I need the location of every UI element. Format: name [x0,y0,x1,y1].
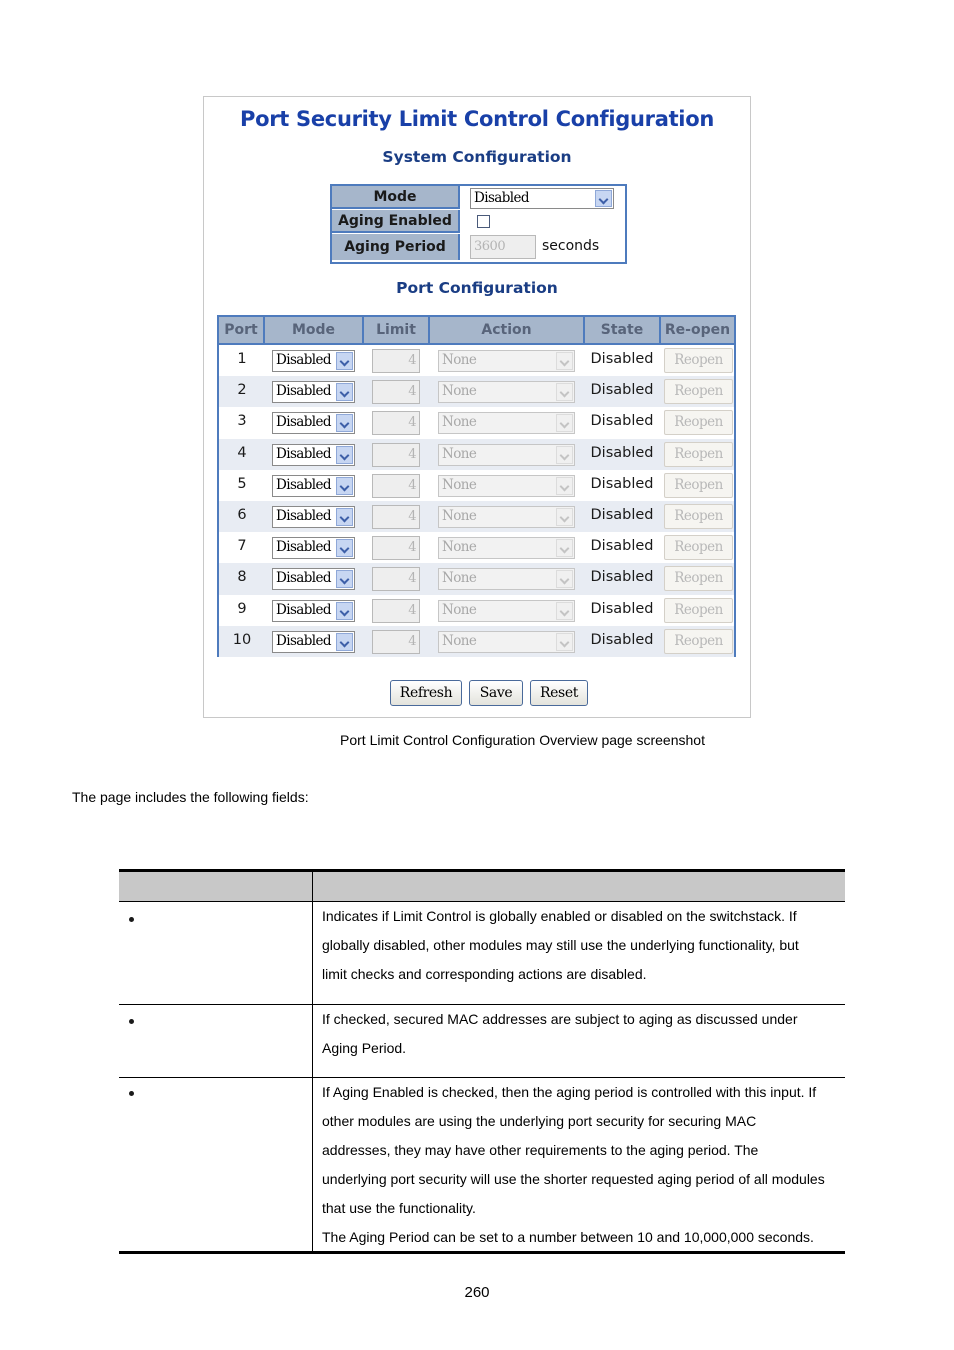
column-header-action: Action [430,317,585,345]
field-description: Indicates if Limit Control is globally enabled or disabled on the switchstack. If globally disabled, other modules may still use the underlying functionality, but limit checks and corresponding actions are disabled. [322,908,799,982]
column-header-mode: Mode [265,317,364,345]
port-action-select[interactable] [438,444,575,466]
port-state: Disabled [590,382,654,399]
port-limit-input[interactable]: 4 [372,630,420,654]
port-action-value: None [442,508,477,524]
config-screenshot [203,96,751,718]
port-state: Disabled [590,444,654,461]
port-row [219,626,734,657]
chevron-down-icon [556,383,573,401]
bullet-icon [129,1019,134,1024]
chevron-down-icon [556,633,573,651]
field-description: If Aging Enabled is checked, then the aging period is controlled with this input. If other modules are using the underlying port security for securing MAC addresses, they may have other requirements to the aging period. The underlying port security will use the shorter requested aging period of all modules that use the functionality. The Aging Period can be set to a number between 10 and 10,000,000 seconds. [322,1084,825,1245]
chevron-down-icon [556,602,573,620]
intro-text: The page includes the following fields: [72,789,309,805]
field-row-aging-period [119,1078,845,1252]
mode-select[interactable] [470,188,614,209]
port-mode-value: Disabled [276,539,331,556]
reopen-button[interactable]: Reopen [664,504,733,529]
port-action-select[interactable] [438,568,575,590]
port-mode-select[interactable] [272,412,355,434]
table-bottom-rule [119,1251,845,1254]
port-action-value: None [442,476,477,493]
field-table-header [119,872,845,902]
port-state: Disabled [590,569,654,586]
port-mode-select[interactable] [272,444,355,466]
port-number: 2 [237,382,247,399]
port-mode-select[interactable] [272,537,355,559]
chevron-down-icon [336,383,353,401]
port-number: 6 [237,507,247,523]
reopen-button[interactable]: Reopen [664,566,733,591]
mode-select-value: Disabled [474,190,529,206]
port-mode-value: Disabled [276,352,331,368]
chevron-down-icon [336,446,353,464]
port-config-table [217,315,736,657]
port-limit-input[interactable]: 4 [372,599,420,623]
port-row [219,470,734,501]
aging-period-label: Aging Period [332,234,460,260]
port-action-select[interactable] [438,600,575,622]
port-action-select[interactable] [438,475,575,497]
column-header-limit: Limit [364,317,430,345]
port-row [219,501,734,532]
reopen-button[interactable]: Reopen [664,348,733,373]
port-row [219,376,734,407]
port-limit-input[interactable]: 4 [372,380,420,404]
figure-caption: Port Limit Control Configuration Overview page screenshot [340,732,705,748]
chevron-down-icon [595,190,612,207]
port-number: 5 [237,475,247,492]
port-action-value: None [442,570,477,587]
field-row-aging-enabled [119,1005,845,1078]
port-state: Disabled [590,507,654,523]
chevron-down-icon [556,446,573,464]
column-header-state: State [585,317,661,345]
port-row [219,563,734,594]
chevron-down-icon [336,602,353,620]
port-mode-value: Disabled [276,383,331,400]
port-mode-select[interactable] [272,568,355,590]
port-row [219,345,734,376]
chevron-down-icon [556,477,573,495]
aging-enabled-row [332,210,625,234]
port-limit-input[interactable]: 4 [372,443,420,467]
aging-enabled-label: Aging Enabled [332,210,460,233]
port-mode-value: Disabled [276,476,331,493]
port-state: Disabled [590,600,654,617]
chevron-down-icon [336,477,353,495]
chevron-down-icon [556,352,573,370]
chevron-down-icon [336,570,353,588]
port-limit-input[interactable]: 4 [372,567,420,591]
port-state: Disabled [590,475,654,492]
port-number: 8 [237,569,247,586]
port-action-select[interactable] [438,506,575,528]
aging-period-input[interactable]: 3600 [470,235,536,259]
port-state: Disabled [590,631,654,648]
port-state: Disabled [590,351,654,367]
chevron-down-icon [556,539,573,557]
mode-label: Mode [332,186,460,209]
refresh-button[interactable]: Refresh [390,680,462,706]
port-action-value: None [442,601,477,618]
system-config-heading: System Configuration [382,148,572,166]
chevron-down-icon [556,570,573,588]
field-description: If checked, secured MAC addresses are subject to aging as discussed under Aging Period. [322,1011,798,1056]
aging-period-unit: seconds [542,238,600,254]
save-button[interactable]: Save [469,680,523,706]
reopen-button[interactable]: Reopen [664,535,733,560]
chevron-down-icon [336,352,353,370]
port-action-value: None [442,414,477,431]
port-mode-value: Disabled [276,445,331,462]
chevron-down-icon [336,633,353,651]
system-config-table [330,184,627,264]
column-header-reopen: Re-open [661,317,734,345]
port-action-select[interactable] [438,350,575,372]
port-action-select[interactable] [438,412,575,434]
port-action-value: None [442,632,477,649]
chevron-down-icon [336,414,353,432]
column-header-port: Port [219,317,265,345]
port-action-value: None [442,445,477,462]
port-mode-value: Disabled [276,414,331,431]
port-action-select[interactable] [438,631,575,653]
port-number: 10 [232,631,252,648]
port-mode-select[interactable] [272,631,355,653]
port-limit-input[interactable]: 4 [372,505,420,529]
chevron-down-icon [336,508,353,526]
reopen-button[interactable]: Reopen [664,473,733,498]
port-mode-select[interactable] [272,600,355,622]
chevron-down-icon [556,414,573,432]
mode-row [332,186,625,210]
reopen-button[interactable]: Reopen [664,379,733,404]
port-number: 3 [237,413,247,430]
port-action-value: None [442,352,477,368]
port-action-value: None [442,539,477,556]
port-mode-select[interactable] [272,506,355,528]
port-row [219,595,734,626]
reopen-button[interactable]: Reopen [664,410,733,435]
port-state: Disabled [590,538,654,555]
port-limit-input[interactable]: 4 [372,349,420,373]
reopen-button[interactable]: Reopen [664,629,733,654]
port-mode-select[interactable] [272,381,355,403]
port-action-select[interactable] [438,537,575,559]
port-mode-value: Disabled [276,508,331,524]
aging-period-row [332,234,625,258]
field-row-mode [119,902,845,1005]
port-number: 4 [237,444,247,461]
port-config-heading: Port Configuration [396,279,558,297]
port-limit-input[interactable]: 4 [372,411,420,435]
port-action-select[interactable] [438,381,575,403]
reopen-button[interactable]: Reopen [664,442,733,467]
reset-button[interactable]: Reset [530,680,588,706]
page-number: 260 [464,1284,490,1301]
port-mode-value: Disabled [276,570,331,587]
port-row [219,439,734,470]
page-title: Port Security Limit Control Configuration [240,107,714,131]
port-row [219,532,734,563]
port-mode-value: Disabled [276,601,331,618]
port-mode-select[interactable] [272,350,355,372]
port-action-value: None [442,383,477,400]
port-limit-input[interactable]: 4 [372,474,420,498]
bullet-icon [129,917,134,922]
port-mode-value: Disabled [276,632,331,649]
port-limit-input[interactable]: 4 [372,536,420,560]
port-number: 1 [237,351,247,367]
aging-enabled-checkbox[interactable] [477,215,490,228]
reopen-button[interactable]: Reopen [664,598,733,623]
port-mode-select[interactable] [272,475,355,497]
port-row [219,407,734,438]
port-number: 9 [237,600,247,617]
chevron-down-icon [556,508,573,526]
chevron-down-icon [336,539,353,557]
port-state: Disabled [590,413,654,430]
bullet-icon [129,1091,134,1096]
port-number: 7 [237,538,247,555]
